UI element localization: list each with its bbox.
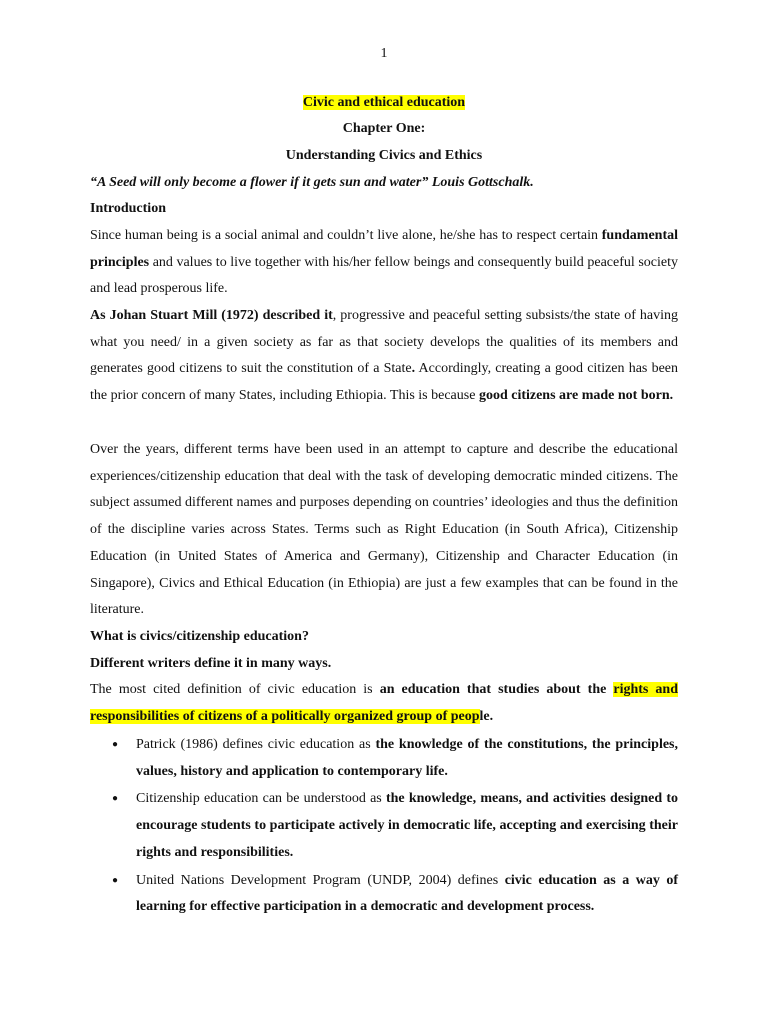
list-item-bold: the knowledge, means, and activities designed to encourage students to participate actively in democratic life, accepting and exercising their rights and responsibilities. — [136, 791, 678, 860]
paragraph-3: Over the years, different terms have been used in an attempt to capture and describe the educational experiences/citizenship education that deal with the task of developing democratic minded citizens. The subject assumed different names and purposes depending on countries’ ideologies and thus the definition of the discipline varies across States. Terms such as Right Education (in South Africa), Citizenship Education (in United States of America and Germany), Citizenship and Character Education (in Singapore), Civics and Ethical Education (in Ethiopia) are just a few examples that can be found in the literature. — [90, 442, 678, 618]
chapter-subtitle: Understanding Civics and Ethics — [285, 148, 483, 163]
list-item-bold: civic education as a way of learning for effective participation in a democratic and development process. — [136, 872, 679, 915]
p4-bold: an education that studies about the — [379, 682, 614, 697]
p4-highlight: rights and responsibilities of citizens of a politically organized group of peop — [90, 682, 678, 724]
list-item — [112, 786, 678, 866]
list-item-bold: the knowledge of the constitutions, the principles, values, history and application to contemporary life. — [136, 737, 678, 779]
question-heading: What is civics/citizenship education? — [90, 629, 309, 644]
p1-bold: fundamental principles — [90, 228, 678, 270]
p1-text-c: and values to live together with his/her fellow beings and consequently build peaceful society and lead prosperous life. — [90, 254, 678, 297]
list-item-text: Patrick (1986) defines civic education as — [136, 737, 376, 752]
p4-text-a: The most cited definition of civic education is — [90, 682, 380, 697]
paragraph-definition — [90, 677, 678, 730]
p2-text: , progressive and peaceful setting subsists/the state of having what you need/ in a given society as far as that society develops the qualities of its members and generates good citizens to suit the constitution of a State — [90, 308, 678, 377]
list-item — [112, 868, 679, 921]
list-item-text: Citizenship education can be understood as — [136, 791, 386, 807]
document-title — [0, 95, 768, 111]
paragraph-1 — [90, 223, 678, 303]
list-item — [112, 732, 678, 785]
p2-period: . — [411, 361, 416, 377]
p2-bold-lead: As Johan Stuart Mill (1972) described it — [90, 308, 333, 323]
p2-bold-end: good citizens are made not born. — [478, 388, 674, 404]
page-number: 1 — [380, 46, 388, 61]
p1-text-a: Since human being is a social animal and couldn’t live alone, he/she has to respect certain — [90, 228, 602, 243]
bullet-icon: ● — [112, 739, 119, 750]
list-item-text: United Nations Development Program (UNDP, 2004) defines — [136, 872, 505, 888]
epigraph-quote: “A Seed will only become a flower if it gets sun and water” Louis Gottschalk. — [90, 175, 534, 190]
paragraph-2 — [90, 303, 678, 410]
bullet-icon: ● — [112, 793, 119, 805]
introduction-heading: Introduction — [90, 201, 166, 216]
definitions-subheading: Different writers define it in many ways. — [90, 656, 332, 671]
title-highlight: Civic and ethical education — [302, 95, 466, 110]
chapter-heading: Chapter One: — [342, 121, 426, 136]
p2-text-2: Accordingly, creating a good citizen has been the prior concern of many States, including Ethiopia. This is because — [90, 361, 678, 404]
definition-list — [0, 732, 768, 922]
p4-bold-end: le. — [479, 708, 494, 724]
bullet-icon: ● — [112, 874, 119, 886]
